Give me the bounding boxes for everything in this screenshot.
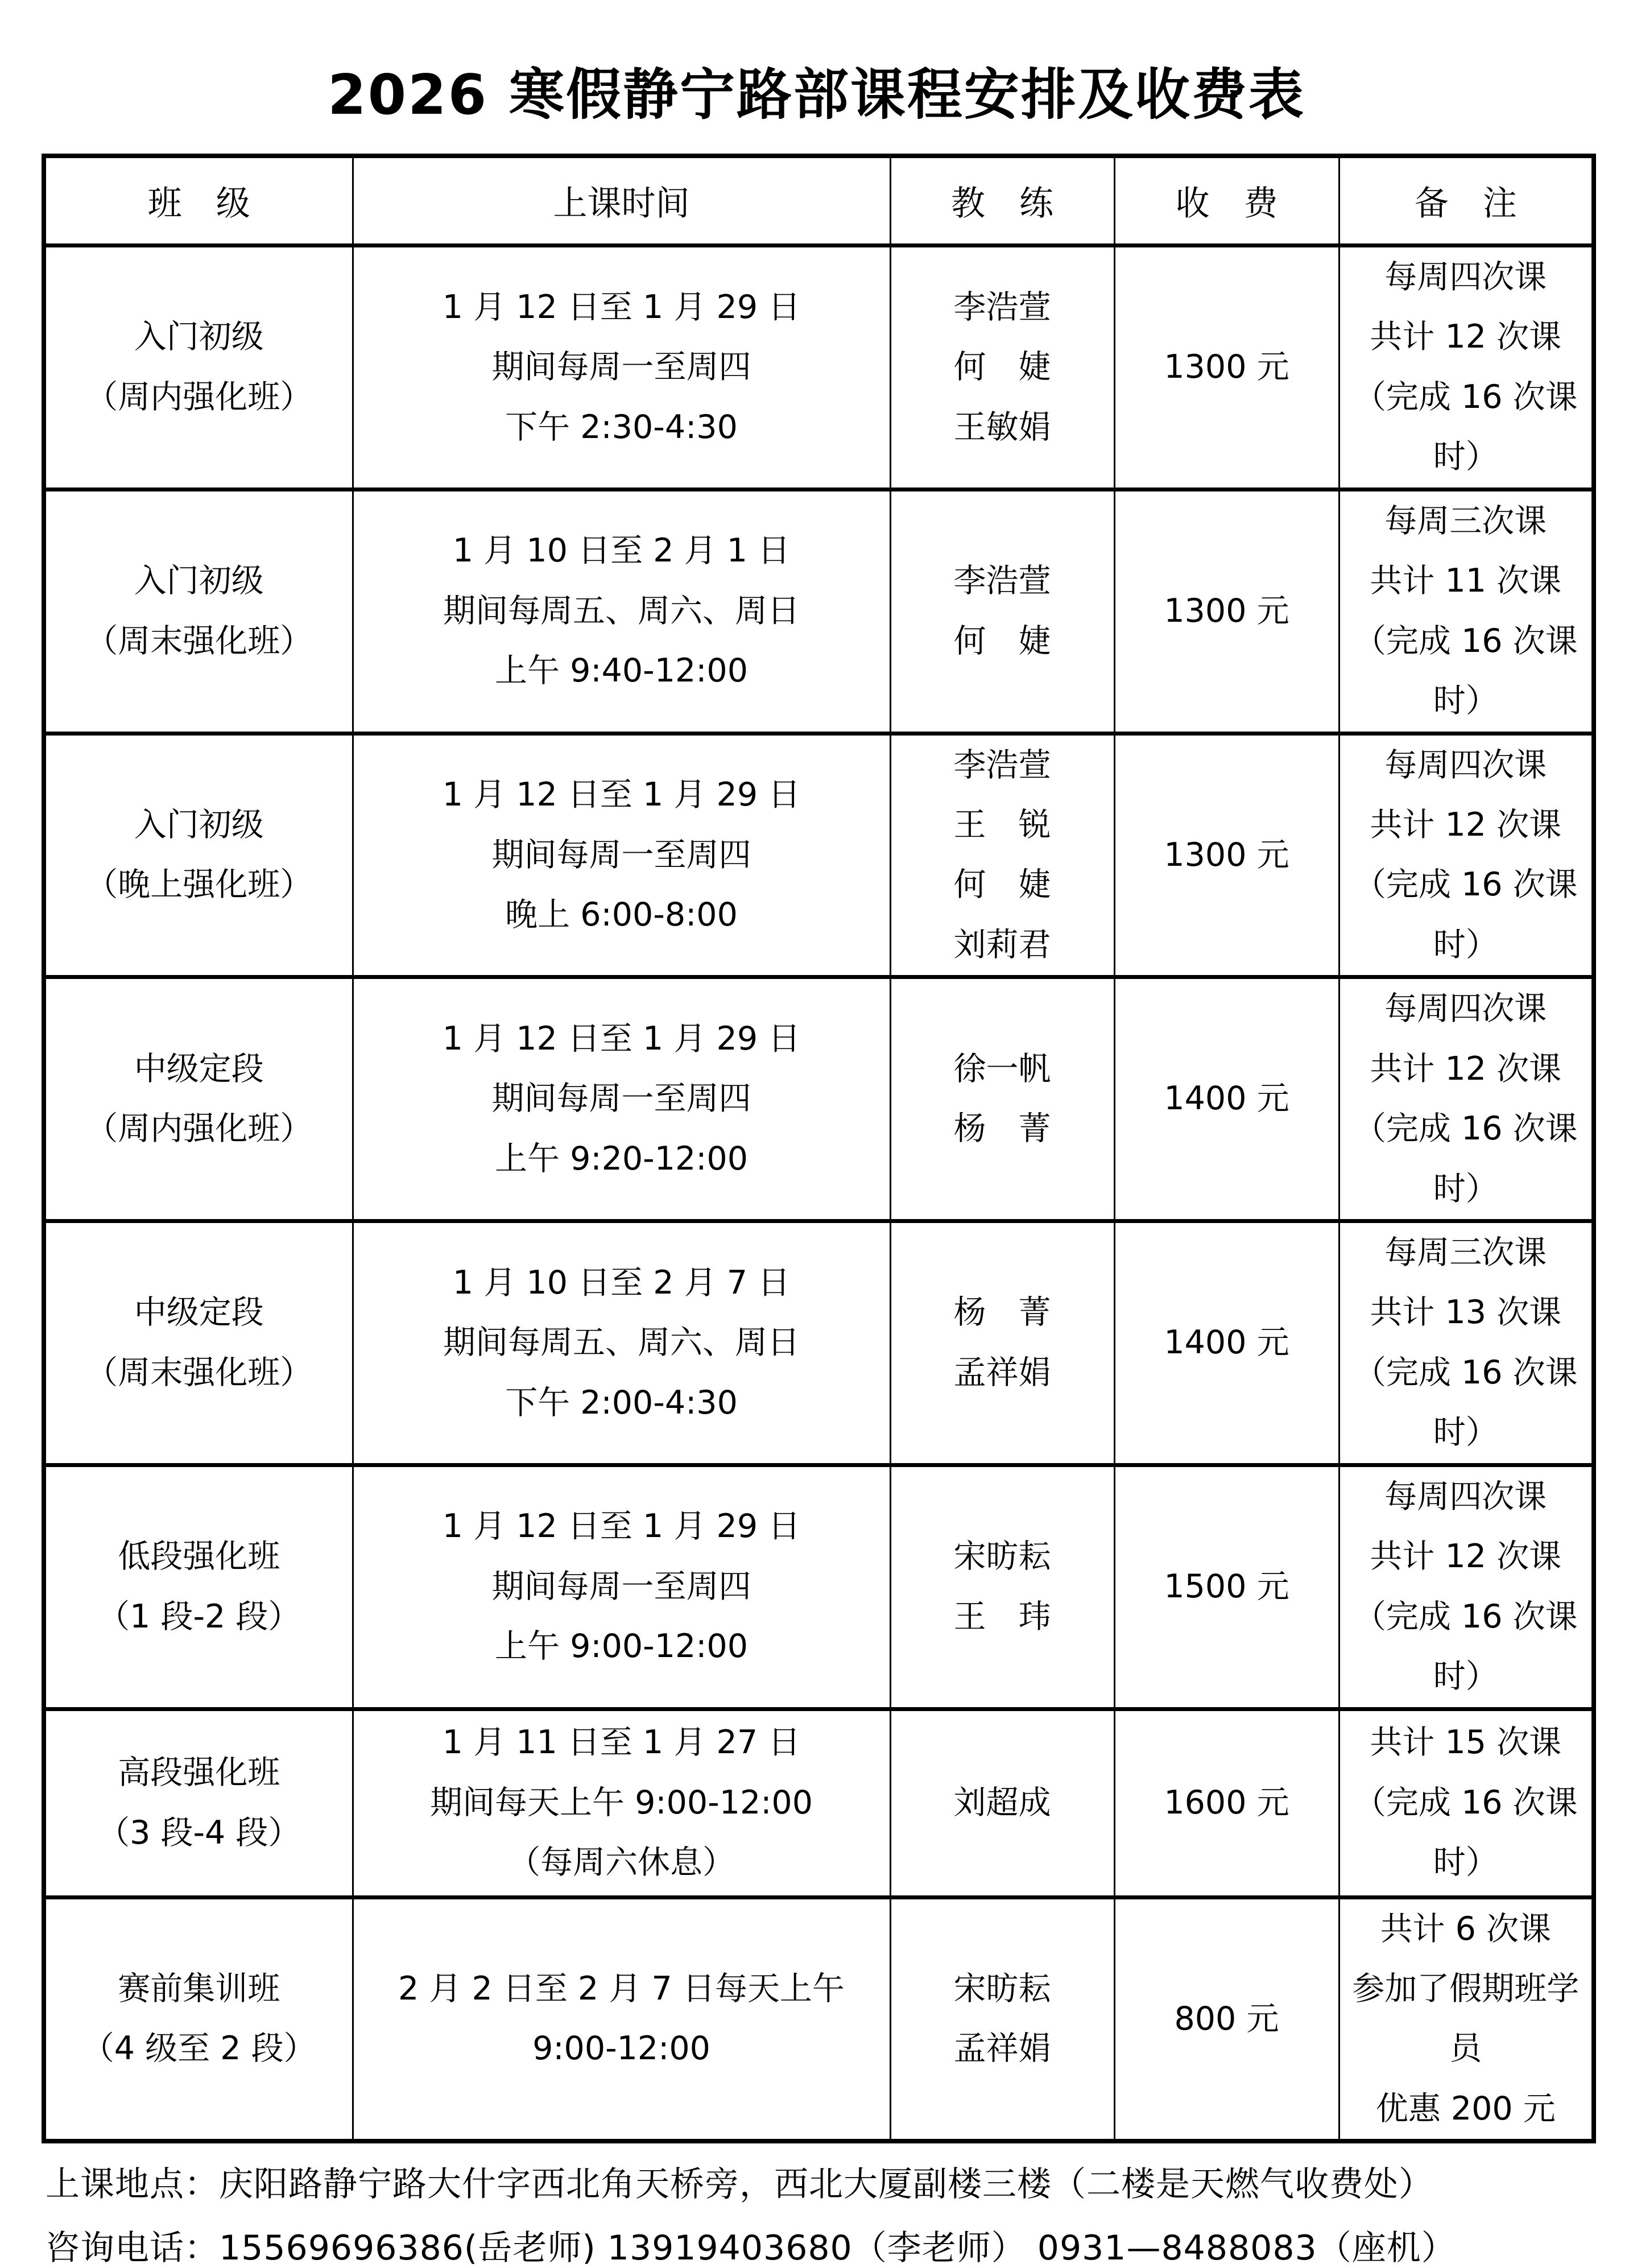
schedule-cell bbox=[353, 1221, 890, 1465]
class-name-cell-line: 入门初级 bbox=[134, 562, 264, 600]
page-footer bbox=[46, 2164, 1633, 2268]
class-name-cell bbox=[44, 977, 353, 1221]
schedule-cell-line: 下午 2:00-4:30 bbox=[505, 1383, 738, 1422]
class-name-cell-line: （周末强化班） bbox=[85, 1353, 313, 1391]
class-name-cell-line: （3 段-4 段） bbox=[97, 1813, 301, 1852]
schedule-cell-line: 期间每天上午 9:00-12:00 bbox=[430, 1783, 813, 1821]
page-title: 2026 寒假静宁路部课程安排及收费表 bbox=[328, 63, 1305, 127]
class-name-cell-line: （周内强化班） bbox=[85, 1110, 313, 1148]
notes-cell-line: 共计 12 次课 bbox=[1370, 1050, 1562, 1088]
notes-cell bbox=[1339, 977, 1594, 1221]
schedule-cell bbox=[353, 977, 890, 1221]
schedule-cell-line: 期间每周一至周四 bbox=[491, 836, 751, 874]
notes-cell bbox=[1339, 246, 1594, 490]
class-name-cell-line: 入门初级 bbox=[134, 805, 264, 844]
class-name-cell bbox=[44, 489, 353, 733]
notes-cell-line: 共计 6 次课 bbox=[1380, 1910, 1551, 1948]
schedule-cell-line: 2 月 2 日至 2 月 7 日每天上午 bbox=[398, 1969, 845, 2007]
coaches-cell-line: 李浩萱 bbox=[953, 288, 1051, 326]
fee-cell bbox=[1114, 246, 1339, 490]
coaches-cell-line: 刘超成 bbox=[953, 1783, 1051, 1821]
notes-cell-line: （完成 16 次课时） bbox=[1353, 378, 1578, 476]
coaches-cell-line: 何 婕 bbox=[953, 348, 1051, 386]
coaches-cell-line: 李浩萱 bbox=[953, 562, 1051, 600]
schedule-cell bbox=[353, 1897, 890, 2141]
fee-cell-line: 1400 元 bbox=[1164, 1324, 1289, 1362]
notes-cell-line: 共计 13 次课 bbox=[1370, 1294, 1562, 1332]
class-name-cell-line: 高段强化班 bbox=[118, 1754, 280, 1792]
schedule-cell bbox=[353, 246, 890, 490]
notes-cell-line: （完成 16 次课时） bbox=[1353, 622, 1578, 720]
class-name-cell bbox=[44, 1465, 353, 1709]
table-header-row bbox=[44, 156, 1594, 246]
schedule-cell-line: 9:00-12:00 bbox=[532, 2030, 710, 2068]
coaches-cell-line: 徐一帆 bbox=[953, 1050, 1051, 1088]
class-name-cell-line: 低段强化班 bbox=[118, 1538, 280, 1576]
notes-cell bbox=[1339, 1221, 1594, 1465]
coaches-cell-line: 杨 菁 bbox=[953, 1110, 1051, 1148]
schedule-cell-line: 晚上 6:00-8:00 bbox=[505, 896, 738, 934]
notes-cell bbox=[1339, 489, 1594, 733]
table-row bbox=[44, 733, 1594, 977]
fee-cell-line: 1500 元 bbox=[1164, 1567, 1289, 1605]
coaches-cell bbox=[890, 1465, 1114, 1709]
notes-cell bbox=[1339, 1709, 1594, 1897]
notes-cell-line: 共计 15 次课 bbox=[1370, 1724, 1562, 1762]
notes-cell-line: 共计 12 次课 bbox=[1370, 805, 1562, 844]
schedule-cell-line: 期间每周一至周四 bbox=[491, 1567, 751, 1605]
coaches-cell-line: 王 玮 bbox=[953, 1597, 1051, 1635]
coaches-cell-line: 何 婕 bbox=[953, 622, 1051, 660]
fee-cell-line: 1300 元 bbox=[1164, 592, 1289, 630]
class-name-cell bbox=[44, 1897, 353, 2141]
notes-cell bbox=[1339, 733, 1594, 977]
header-schedule: 上课时间 bbox=[353, 156, 890, 246]
class-name-cell-line: 中级定段 bbox=[134, 1294, 264, 1332]
schedule-cell-line: 1 月 12 日至 1 月 29 日 bbox=[442, 288, 801, 326]
coaches-cell-line: 宋昉耘 bbox=[953, 1969, 1051, 2007]
coaches-cell bbox=[890, 489, 1114, 733]
class-name-cell bbox=[44, 1221, 353, 1465]
schedule-cell bbox=[353, 733, 890, 977]
notes-cell-line: （完成 16 次课时） bbox=[1353, 1110, 1578, 1208]
coaches-cell-line: 何 婕 bbox=[953, 866, 1051, 904]
schedule-cell-line: 1 月 10 日至 2 月 1 日 bbox=[452, 532, 791, 570]
coaches-cell bbox=[890, 1897, 1114, 2141]
footer-phone: 咨询电话：15569696386(岳老师) 13919403680（李老师） 0931—8488083（座机） bbox=[46, 2228, 1456, 2268]
footer-location: 上课地点：庆阳路静宁路大什字西北角天桥旁，西北大厦副楼三楼（二楼是天燃气收费处） bbox=[46, 2164, 1433, 2205]
coaches-cell bbox=[890, 246, 1114, 490]
table-row bbox=[44, 489, 1594, 733]
table-row bbox=[44, 1465, 1594, 1709]
schedule-cell-line: 期间每周五、周六、周日 bbox=[443, 592, 800, 630]
notes-cell-line: 每周四次课 bbox=[1384, 1477, 1547, 1515]
schedule-cell-line: 1 月 12 日至 1 月 29 日 bbox=[442, 776, 801, 814]
notes-cell bbox=[1339, 1897, 1594, 2141]
notes-cell-line: 优惠 200 元 bbox=[1375, 2089, 1556, 2127]
coaches-cell bbox=[890, 1709, 1114, 1897]
fee-cell bbox=[1114, 733, 1339, 977]
coaches-cell-line: 刘莉君 bbox=[953, 926, 1051, 964]
class-name-cell-line: （晚上强化班） bbox=[85, 866, 313, 904]
header-notes: 备 注 bbox=[1339, 156, 1594, 246]
class-name-cell bbox=[44, 246, 353, 490]
coaches-cell bbox=[890, 733, 1114, 977]
notes-cell-line: 共计 12 次课 bbox=[1370, 1538, 1562, 1576]
coaches-cell bbox=[890, 1221, 1114, 1465]
coaches-cell-line: 王 锐 bbox=[953, 805, 1051, 844]
notes-cell-line: （完成 16 次课时） bbox=[1353, 1353, 1578, 1452]
schedule-cell bbox=[353, 489, 890, 733]
notes-cell bbox=[1339, 1465, 1594, 1709]
fee-cell bbox=[1114, 1465, 1339, 1709]
table-row bbox=[44, 1221, 1594, 1465]
schedule-cell-line: 上午 9:00-12:00 bbox=[495, 1627, 748, 1666]
table-row bbox=[44, 1709, 1594, 1897]
coaches-cell-line: 李浩萱 bbox=[953, 746, 1051, 784]
notes-cell-line: （完成 16 次课时） bbox=[1353, 1597, 1578, 1696]
fee-cell-line: 1300 元 bbox=[1164, 836, 1289, 874]
schedule-cell-line: 1 月 11 日至 1 月 27 日 bbox=[442, 1724, 801, 1762]
class-name-cell-line: （周内强化班） bbox=[85, 378, 313, 416]
coaches-cell bbox=[890, 977, 1114, 1221]
notes-cell-line: 每周四次课 bbox=[1384, 746, 1547, 784]
notes-cell-line: 每周四次课 bbox=[1384, 990, 1547, 1028]
schedule-cell-line: 上午 9:40-12:00 bbox=[495, 652, 748, 690]
notes-cell-line: 共计 11 次课 bbox=[1370, 562, 1562, 600]
schedule-cell bbox=[353, 1465, 890, 1709]
header-fee: 收 费 bbox=[1114, 156, 1339, 246]
fee-cell bbox=[1114, 489, 1339, 733]
schedule-cell-line: 期间每周一至周四 bbox=[491, 348, 751, 386]
fee-cell-line: 1400 元 bbox=[1164, 1080, 1289, 1118]
schedule-cell-line: 1 月 12 日至 1 月 29 日 bbox=[442, 1507, 801, 1546]
coaches-cell-line: 王敏娟 bbox=[953, 408, 1051, 446]
notes-cell-line: 共计 12 次课 bbox=[1370, 318, 1562, 356]
schedule-cell-line: 期间每周五、周六、周日 bbox=[443, 1324, 800, 1362]
fee-cell bbox=[1114, 1897, 1339, 2141]
fee-cell-line: 1300 元 bbox=[1164, 348, 1289, 386]
class-name-cell-line: 中级定段 bbox=[134, 1050, 264, 1088]
notes-cell-line: （完成 16 次课时） bbox=[1353, 866, 1578, 964]
notes-cell-line: 参加了假期班学员 bbox=[1352, 1969, 1580, 2068]
class-name-cell-line: 入门初级 bbox=[134, 318, 264, 356]
class-name-cell-line: （1 段-2 段） bbox=[97, 1597, 301, 1635]
notes-cell-line: 每周四次课 bbox=[1384, 258, 1547, 296]
notes-cell-line: （完成 16 次课时） bbox=[1353, 1783, 1578, 1882]
fee-cell bbox=[1114, 977, 1339, 1221]
class-name-cell-line: （4 级至 2 段） bbox=[81, 2030, 316, 2068]
fee-cell bbox=[1114, 1709, 1339, 1897]
class-name-cell-line: （周末强化班） bbox=[85, 622, 313, 660]
class-name-cell bbox=[44, 1709, 353, 1897]
table-row bbox=[44, 1897, 1594, 2141]
fee-cell bbox=[1114, 1221, 1339, 1465]
coaches-cell-line: 杨 菁 bbox=[953, 1294, 1051, 1332]
schedule-cell-line: 上午 9:20-12:00 bbox=[495, 1139, 748, 1178]
class-name-cell bbox=[44, 733, 353, 977]
fee-cell-line: 800 元 bbox=[1174, 2000, 1279, 2038]
fee-cell-line: 1600 元 bbox=[1164, 1783, 1289, 1821]
notes-cell-line: 每周三次课 bbox=[1384, 1234, 1547, 1271]
schedule-cell-line: 下午 2:30-4:30 bbox=[505, 408, 738, 446]
header-class: 班 级 bbox=[44, 156, 353, 246]
table-row bbox=[44, 246, 1594, 490]
table-row bbox=[44, 977, 1594, 1221]
coaches-cell-line: 宋昉耘 bbox=[953, 1538, 1051, 1576]
header-coach: 教 练 bbox=[890, 156, 1114, 246]
schedule-cell-line: （每周六休息） bbox=[508, 1844, 735, 1882]
schedule-cell-line: 1 月 12 日至 1 月 29 日 bbox=[442, 1019, 801, 1057]
course-table-body bbox=[44, 246, 1594, 2142]
schedule-cell bbox=[353, 1709, 890, 1897]
course-fee-table bbox=[42, 154, 1596, 2143]
schedule-cell-line: 期间每周一至周四 bbox=[491, 1080, 751, 1118]
class-name-cell-line: 赛前集训班 bbox=[118, 1969, 280, 2007]
schedule-cell-line: 1 月 10 日至 2 月 7 日 bbox=[452, 1263, 791, 1302]
coaches-cell-line: 孟祥娟 bbox=[953, 2030, 1051, 2068]
coaches-cell-line: 孟祥娟 bbox=[953, 1353, 1051, 1391]
notes-cell-line: 每周三次课 bbox=[1384, 502, 1547, 540]
